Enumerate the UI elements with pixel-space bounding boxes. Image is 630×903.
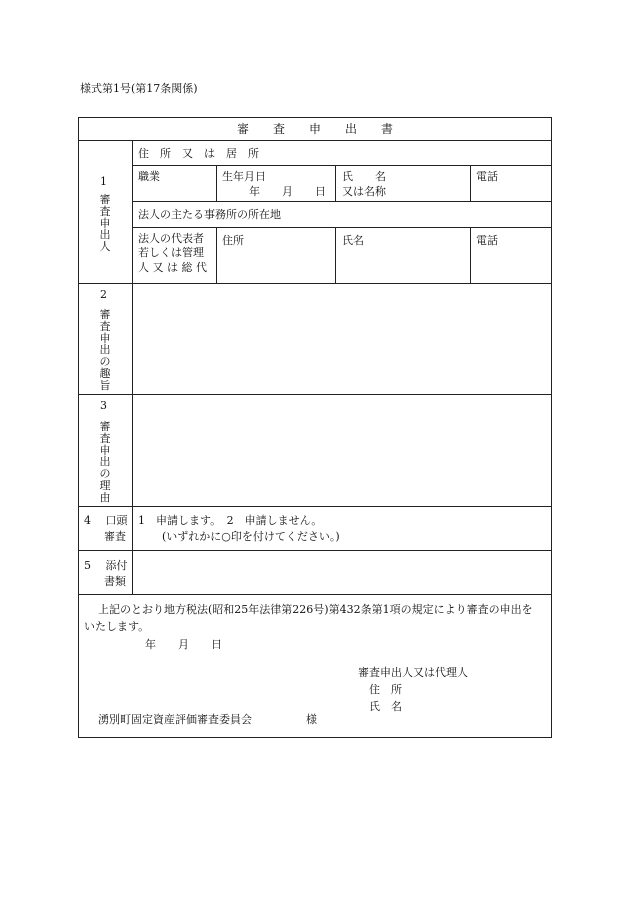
section-5-label-line1: 5 添付 [84, 559, 128, 572]
reason-field[interactable] [134, 396, 550, 505]
rep-phone-label: 電話 [476, 234, 498, 247]
section-4-label-line2: 審査 [104, 530, 126, 543]
birthdate-format: 年 月 日 [249, 185, 326, 198]
birthdate-label: 生年月日 [222, 170, 266, 183]
address-label: 住 所 又 は 居 所 [138, 147, 259, 160]
applicant-name-label: 氏 名 [369, 700, 402, 713]
corp-office-label: 法人の主たる事務所の所在地 [138, 208, 281, 221]
section-3-number: 3 [100, 399, 107, 412]
name-label: 氏 名 [342, 170, 386, 183]
section-1-label: 審 査 申 出 人 [99, 193, 111, 254]
document-title: 審 査 申 出 書 [236, 122, 393, 136]
representative-label: 法人の代表者 若しくは管理 人 又 は 総 代 [138, 232, 207, 274]
attachments-field[interactable] [134, 552, 550, 593]
phone-label: 電話 [476, 170, 498, 183]
applicant-label: 審査申出人又は代理人 [358, 666, 468, 679]
name-alt-label: 又は名称 [342, 185, 386, 198]
statement-line-2: いたします。 [84, 620, 150, 633]
honorific: 様 [306, 713, 317, 726]
rep-address-label: 住所 [222, 234, 244, 247]
rep-name-label: 氏名 [342, 234, 364, 247]
addressee: 湧別町固定資産評価審査委員会 [98, 713, 252, 726]
section-4-label-line1: 4 口頭 [84, 514, 128, 527]
occupation-label: 職業 [138, 170, 160, 183]
section-1-number: 1 [100, 175, 107, 188]
section-3-label: 審 査 申 出 の 理 由 [99, 420, 111, 504]
section-5-label-line2: 書類 [104, 575, 126, 588]
form-number: 様式第1号(第17条関係) [80, 82, 198, 95]
purpose-field[interactable] [134, 285, 550, 393]
oral-review-options[interactable]: 1 申請します。 2 申請しません。 [138, 514, 323, 527]
statement-line-1: 上記のとおり地方税法(昭和25年法律第226号)第432条第1項の規定により審査の申出を [98, 603, 533, 616]
section-2-label: 審 査 申 出 の 趣 旨 [99, 308, 111, 392]
section-2-number: 2 [100, 288, 107, 301]
declaration-date[interactable]: 年 月 日 [145, 638, 222, 651]
applicant-address-label: 住 所 [369, 683, 402, 696]
oral-review-instruction: (いずれかに○印を付けてください。) [162, 530, 340, 543]
